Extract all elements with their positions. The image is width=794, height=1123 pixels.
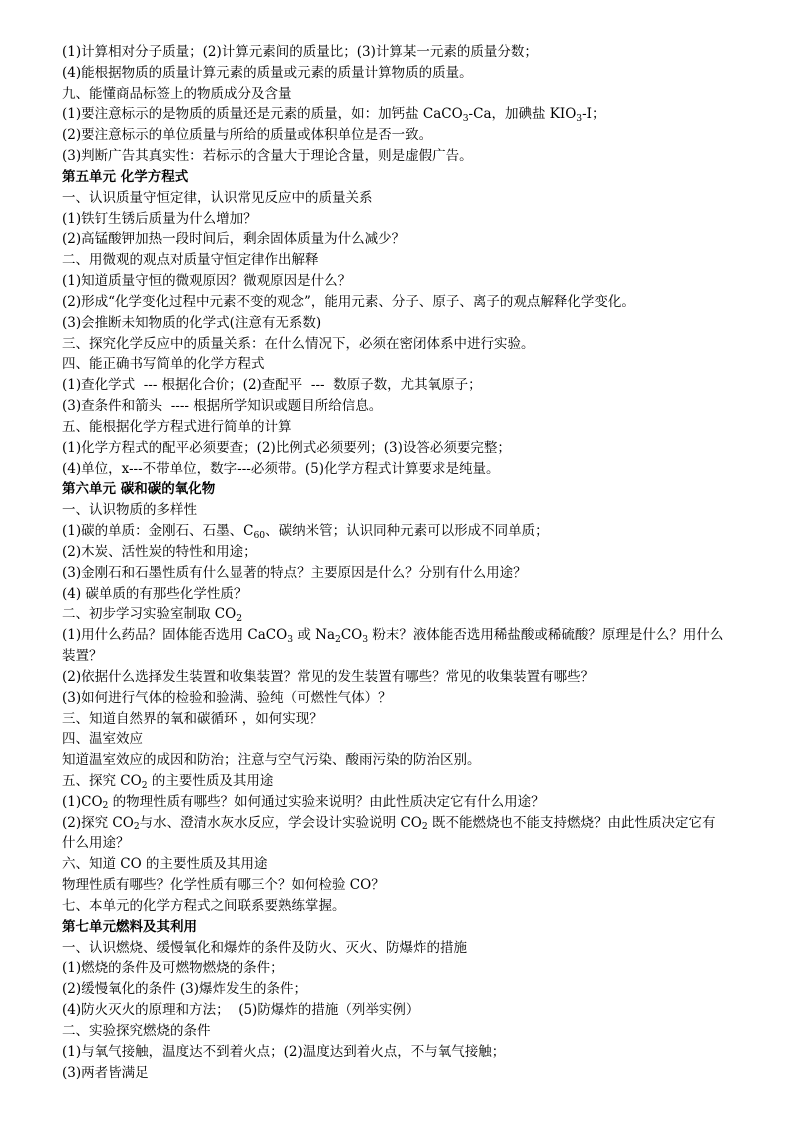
line-text: 、碳纳米管；认识同种元素可以形成不同单质； [265, 523, 549, 540]
line-text: 七、本单元的化学方程式之间联系要熟练掌握。 [62, 897, 346, 914]
text-line [62, 542, 762, 563]
line-text: 四、温室效应 [62, 731, 143, 748]
text-line [62, 958, 762, 979]
text-line [62, 1021, 762, 1042]
text-line [62, 792, 762, 813]
text-line [62, 292, 762, 313]
text-line [62, 1000, 762, 1021]
line-text: (3)判断广告其真实性：若标示的含量大于理论含量，则是虚假广告。 [62, 148, 473, 165]
line-text: 什么用途？ [62, 835, 130, 852]
line-text: (1)知道质量守恒的微观原因？微观原因是什么？ [62, 273, 352, 290]
line-text: (2)依据什么选择发生装置和收集装置？常见的发生装置有哪些？常见的收集装置有哪些？ [62, 668, 595, 685]
text-line [62, 813, 762, 834]
line-text: -Ca，加碘盐 KIO [468, 106, 577, 123]
line-text: (4)防火灭火的原理和方法； (5)防爆炸的措施（列举实例） [62, 1002, 420, 1019]
line-text: (3)如何进行气体的检验和验满、验纯（可燃性气体）？ [62, 689, 392, 706]
text-line [62, 709, 762, 730]
line-text: 的主要性质及其用途 [147, 772, 274, 789]
text-line [62, 354, 762, 375]
line-text: 四、能正确书写简单的化学方程式 [62, 356, 265, 373]
line-text: 三、探究化学反应中的质量关系：在什么情况下，必须在密闭体系中进行实验。 [62, 335, 535, 352]
document-page [62, 42, 762, 1083]
line-text: 的物理性质有哪些？如何通过实验来说明？由此性质决定它有什么用途？ [108, 793, 545, 810]
line-text: (1)燃烧的条件及可燃物燃烧的条件； [62, 960, 284, 977]
line-text: 第六单元 碳和碳的氧化物 [62, 481, 216, 498]
line-text: 或 Na [293, 627, 335, 644]
line-text: (3)两者皆满足 [62, 1064, 149, 1081]
text-line [62, 84, 762, 105]
line-text: 物理性质有哪些？化学性质有哪三个？如何检验 CO？ [62, 877, 385, 894]
text-line [62, 209, 762, 230]
line-text: (2)形成“化学变化过程中元素不变的观念”，能用元素、分子、原子、离子的观点解释化学变化。 [62, 293, 635, 310]
line-text: 既不能燃烧也不能支持燃烧？由此性质决定它有 [427, 814, 716, 831]
subscript-text: 3 [287, 633, 294, 645]
line-text: (2)要注意标示的单位质量与所给的质量或体积单位是否一致。 [62, 127, 433, 144]
line-text: (4) 碳单质的有那些化学性质？ [62, 585, 248, 602]
text-line [62, 625, 762, 646]
text-line [62, 584, 762, 605]
line-text: (1)计算相对分子质量；(2)计算元素间的质量比；(3)计算某一元素的质量分数； [62, 44, 538, 60]
text-line [62, 63, 762, 84]
text-line [62, 438, 762, 459]
line-text: (1)用什么药品？固体能否选用 CaCO [62, 627, 288, 644]
text-line [62, 938, 762, 959]
subscript-text: 2 [335, 633, 341, 645]
line-text: 知道温室效应的成因和防治；注意与空气污染、酸雨污染的防治区别。 [62, 752, 481, 769]
line-text: (3)查条件和箭头 ---- 根据所学知识或题目所给信息。 [62, 398, 383, 415]
text-line [62, 459, 762, 480]
text-line [62, 417, 762, 438]
line-text: (1)与氧气接触，温度达不到着火点；(2)温度达到着火点，不与氧气接触； [62, 1043, 506, 1060]
line-text: (2)缓慢氧化的条件 (3)爆炸发生的条件； [62, 981, 308, 998]
subscript-text: 3 [576, 113, 583, 125]
line-text: 二、初步学习实验室制取 CO [62, 606, 237, 623]
text-line [62, 604, 762, 625]
text-line [62, 729, 762, 750]
text-line [62, 250, 762, 271]
line-text: 三、知道自然界的氧和碳循环 ，如何实现？ [62, 710, 323, 727]
line-text: 一、认识燃烧、缓慢氧化和爆炸的条件及防火、灭火、防爆炸的措施 [62, 939, 467, 956]
line-text: (2)木炭、活性炭的特性和用途； [62, 543, 257, 560]
line-text: (3)会推断未知物质的化学式(注意有无系数) [62, 314, 322, 331]
text-line [62, 375, 762, 396]
text-line [62, 188, 762, 209]
subscript-text: 2 [236, 612, 243, 624]
text-line [62, 396, 762, 417]
text-line [62, 750, 762, 771]
text-line [62, 334, 762, 355]
line-text: 五、能根据化学方程式进行简单的计算 [62, 418, 292, 435]
line-text: 二、用微观的观点对质量守恒定律作出解释 [62, 252, 319, 269]
subscript-text: 3 [362, 633, 369, 645]
text-line [62, 771, 762, 792]
subscript-text: 3 [462, 113, 469, 125]
text-line [62, 125, 762, 146]
line-text: (1)要注意标示的是物质的质量还是元素的质量，如：加钙盐 CaCO [62, 106, 463, 123]
line-text: (1)CO [62, 793, 103, 810]
line-text: 第五单元 化学方程式 [62, 168, 189, 185]
section-heading [62, 479, 762, 500]
text-line [62, 854, 762, 875]
line-text: (1)化学方程式的配平必须要查；(2)比例式必须要列；(3)设答必须要完整； [62, 439, 511, 456]
text-line [62, 833, 762, 854]
line-text: 第七单元燃料及其利用 [62, 918, 197, 935]
text-line [62, 104, 762, 125]
subscript-text: 2 [102, 800, 109, 812]
text-line [62, 313, 762, 334]
line-text: 一、认识物质的多样性 [62, 502, 197, 519]
text-line [62, 500, 762, 521]
line-text: 一、认识质量守恒定律，认识常见反应中的质量关系 [62, 189, 373, 206]
line-text: (1)查化学式 --- 根据化合价；(2)查配平 --- 数原子数，尤其氧原子； [62, 377, 482, 394]
line-text: 粉末？液体能否选用稀盐酸或稀硫酸？原理是什么？用什么 [368, 627, 724, 644]
text-line [62, 521, 762, 542]
line-text: (2)高锰酸钾加热一段时间后，剩余固体质量为什么减少？ [62, 231, 406, 248]
text-line [62, 563, 762, 584]
line-text: (4)单位，x---不带单位，数字---必须带。(5)化学方程式计算要求是纯量。 [62, 460, 500, 477]
text-line [62, 271, 762, 292]
line-text: 六、知道 CO 的主要性质及其用途 [62, 856, 268, 873]
text-line [62, 42, 762, 63]
line-text: 二、实验探究燃烧的条件 [62, 1022, 211, 1039]
text-line [62, 896, 762, 917]
line-text: 与水、澄清水灰水反应，学会设计实验说明 CO [139, 814, 422, 831]
line-text: CO [340, 627, 363, 644]
section-heading [62, 917, 762, 938]
text-line [62, 646, 762, 667]
text-line [62, 667, 762, 688]
text-line [62, 979, 762, 1000]
line-text: 五、探究 CO [62, 772, 142, 789]
line-text: -I； [582, 106, 606, 123]
line-text: (2)探究 CO [62, 814, 134, 831]
line-text: (1)铁钉生锈后质量为什么增加？ [62, 210, 257, 227]
subscript-text: 60 [253, 529, 266, 541]
line-text: (3)金刚石和石墨性质有什么显著的特点？主要原因是什么？分别有什么用途？ [62, 564, 527, 581]
line-text: (4)能根据物质的质量计算元素的质量或元素的质量计算物质的质量。 [62, 64, 473, 81]
text-line [62, 1063, 762, 1084]
subscript-text: 2 [133, 821, 140, 833]
line-text: 九、能懂商品标签上的物质成分及含量 [62, 85, 292, 102]
subscript-text: 2 [141, 779, 148, 791]
text-line [62, 875, 762, 896]
text-line [62, 229, 762, 250]
text-line [62, 146, 762, 167]
subscript-text: 2 [421, 821, 428, 833]
text-line [62, 1042, 762, 1063]
section-heading [62, 167, 762, 188]
line-text: (1)碳的单质：金刚石、石墨、C [62, 523, 254, 540]
text-line [62, 688, 762, 709]
line-text: 装置？ [62, 648, 103, 665]
